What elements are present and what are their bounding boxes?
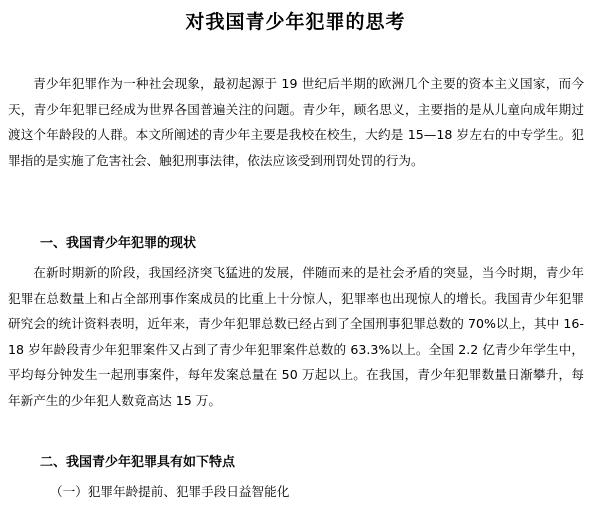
section-1-paragraph: 在新时期新的阶段，我国经济突飞猛进的发展，伴随而来的是社会矛盾的突显，当今时期，青少年犯罪在总数量上和占全部刑事作案成员的比重上十分惊人，犯罪率也出现惊人的增长。我国青少年犯罪研究会的统计资料表明，近年来，青少年犯罪总数已经占到了全国刑事犯罪总数的 70%以上，其中 16-18 岁年龄段青少年犯罪案件又占到了青少年犯罪案件总数的 63.3%以上。全国 2.2 亿青少年学生中，平均每分钟发生一起刑事案件，每年发案总量在 50 万起以上。在我国，青少年犯罪数量日渐攀升，每年新产生的少年犯人数竟高达 15 万。 xyxy=(8,265,584,408)
section-2-heading: 二、我国青少年犯罪具有如下特点 xyxy=(40,455,236,470)
section-1-heading: 一、我国青少年犯罪的现状 xyxy=(40,236,197,251)
document-title: 对我国青少年犯罪的思考 xyxy=(185,11,406,33)
section-2-subheading: （一）犯罪年龄提前、犯罪手段日益智能化 xyxy=(50,484,290,499)
intro-paragraph: 青少年犯罪作为一种社会现象，最初起源于 19 世纪后半期的欧洲几个主要的资本主义国家，而今天，青少年犯罪已经成为世界各国普遍关注的问题。青少年，顾名思义，主要指的是从儿童向成年期过渡这个年龄段的人群。本文所阐述的青少年主要是我校在校生，大约是 15—18 岁左右的中专学生。犯罪指的是实施了危害社会、触犯刑事法律，依法应该受到刑罚处罚的行为。 xyxy=(8,76,584,168)
